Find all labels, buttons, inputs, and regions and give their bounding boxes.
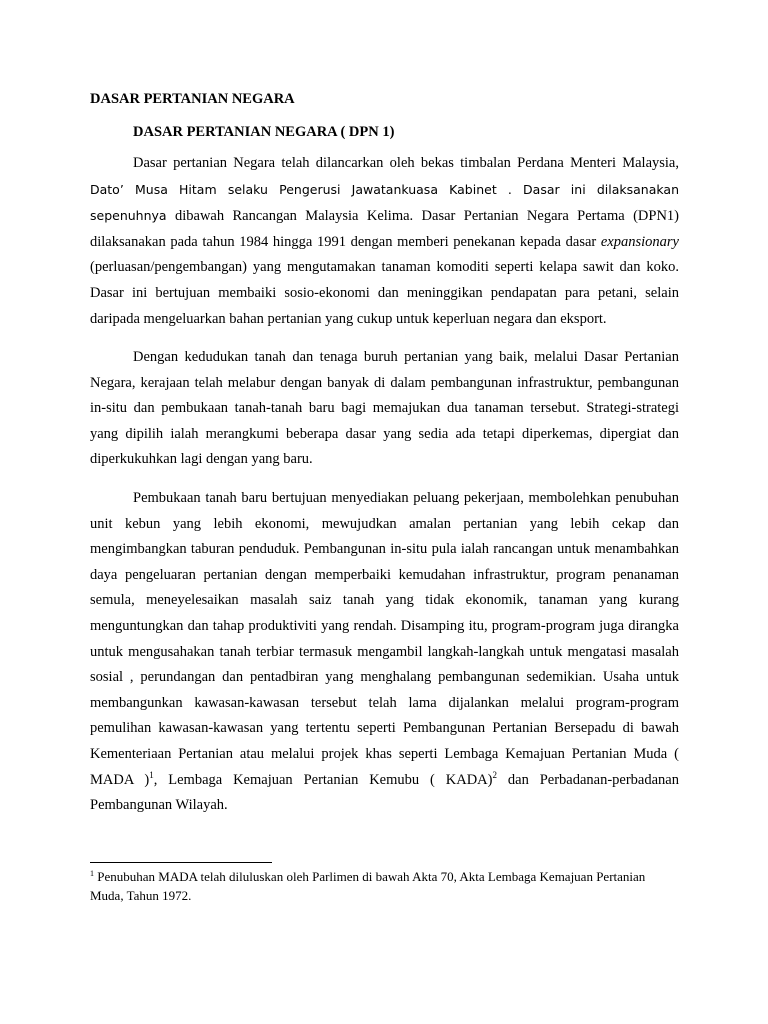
paragraph-3-text-b: , Lembaga Kemajuan Pertanian Kemubu ( KADA) xyxy=(153,771,493,788)
paragraph-1-text-a: Dasar pertanian Negara telah dilancarkan oleh bekas timbalan Perdana Menteri Malaysia, xyxy=(133,155,679,171)
paragraph-1-text-d: (perluasan/pengembangan) yang mengutamakan tanaman komoditi seperti kelapa sawit dan koko. Dasar ini bertujuan membaiki sosio-ekonomi dan meninggikan pendapatan para petani, selain daripada mengeluarkan bahan pertanian yang cukup untuk keperluan negara dan eksport. xyxy=(90,259,679,327)
footnote-ref-1: 1 xyxy=(149,769,154,780)
footnote-1 xyxy=(90,867,650,905)
paragraph-3-text-a: Pembukaan tanah baru bertujuan menyediakan peluang pekerjaan, membolehkan penubuhan unit kebun yang lebih ekonomi, mewujudkan amalan pertanian yang lebih cekap dan mengimbangkan taburan penduduk. Pembangunan in-situ pula ialah rancangan untuk menambahkan daya pengeluaran pertanian dengan memperbaiki kemudahan infrastruktur, program penanaman semula, meneyelesaikan masalah saiz tanah yang tidak ekonomik, tanaman yang kurang menguntungkan dan tahap produktiviti yang rendah. Disamping itu, program-program juga dirangka untuk mengusahakan tanah terbiar termasuk mengambil langkah-langkah untuk mengatasi masalah sosial , perundangan dan pentadbiran yang menghalang pembangunan sedemikian. Usaha untuk membangunkan kawasan-kawasan tersebut telah lama dijalankan melalui program-program pemulihan kawasan-kawasan yang tertentu seperti Pembangunan Pertanian Bersepadu di bawah Kementeriaan Pertanian atau melalui projek khas seperti Lembaga Kemajuan Pertanian Muda ( MADA ) xyxy=(90,490,679,788)
footnote-marker: 1 xyxy=(90,869,94,878)
paragraph-1 xyxy=(90,151,679,332)
paragraph-2: Dengan kedudukan tanah dan tenaga buruh pertanian yang baik, melalui Dasar Pertanian Negara, kerajaan telah melabur dengan banyak di dalam pembangunan infrastruktur, pembangunan in-situ dan pembukaan tanah-tanah baru bagi memajukan dua tanaman tersebut. Strategi-strategi yang dipilih ialah merangkumi beberapa dasar yang sedia ada tetapi diperkemas, dipergiat dan diperkukuhkan lagi dengan yang baru. xyxy=(90,349,679,468)
section-title: DASAR PERTANIAN NEGARA ( DPN 1) xyxy=(133,124,395,140)
footnote-text: Penubuhan MADA telah diluluskan oleh Parlimen di bawah Akta 70, Akta Lembaga Kemajuan Pertanian Muda, Tahun 1972. xyxy=(90,869,646,903)
footnote-separator xyxy=(90,862,272,863)
paragraph-1-emphasis: expansionary xyxy=(600,233,679,250)
paragraph-1-text-c: dibawah Rancangan Malaysia Kelima. Dasar Pertanian Negara Pertama (DPN1) dilaksanakan pada tahun 1984 hingga 1991 dengan memberi penekanan kepada dasar xyxy=(90,208,679,250)
paragraph-3-text-c: dan Perbadanan-perbadanan Pembangunan Wilayah. xyxy=(90,771,679,814)
footnote-ref-2: 2 xyxy=(492,769,497,780)
document-title: DASAR PERTANIAN NEGARA xyxy=(90,91,295,107)
paragraph-3 xyxy=(90,486,679,819)
paragraph-1-text-b: Dato’ Musa Hitam selaku Pengerusi Jawatankuasa Kabinet . Dasar ini dilaksanakan sepenuhnya xyxy=(90,181,679,224)
